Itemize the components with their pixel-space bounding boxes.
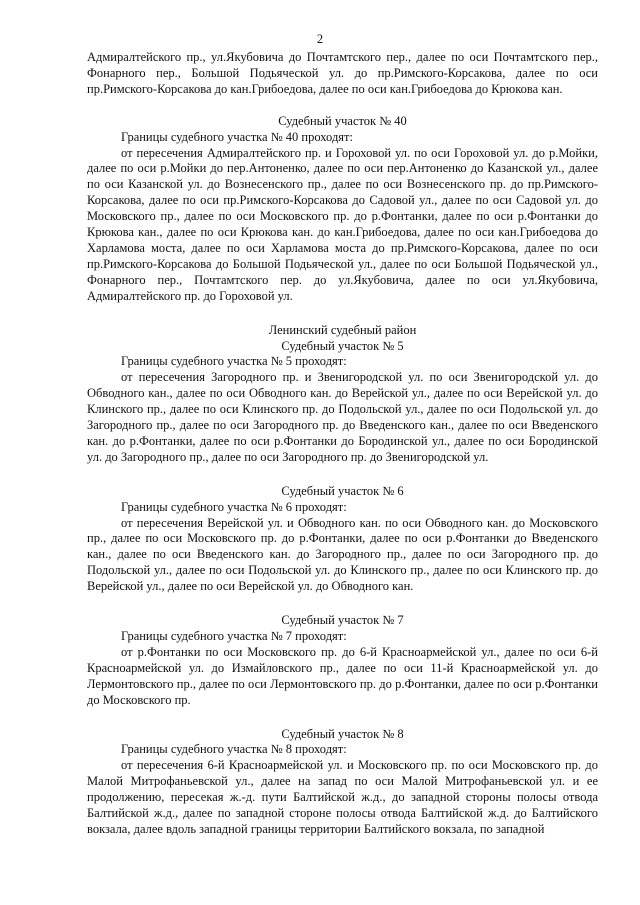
section-intro: Границы судебного участка № 8 проходят: [121, 742, 347, 757]
section-heading: Судебный участок № 7 [281, 613, 404, 628]
section-body: от пересечения Адмиралтейского пр. и Гороховой ул. по оси Гороховой ул. до р.Мойки, далее по оси р.Мойки до пер.Антоненко, далее по оси пер.Антоненко до Казанской ул., далее по оси Казанской ул. до Вознесенского пр., далее по оси Вознесенского пр. до пр.Римского-Корсакова, далее по оси пр.Римского-Корсакова до Садовой ул., далее по оси Садовой ул. до Московского пр., далее по оси Московского пр. до р.Фонтанки, далее по оси р.Фонтанки до Крюкова кан., далее по оси Крюкова кан. до кан.Грибоедова, далее по оси кан.Грибоедова до Харламова моста, далее по оси Харламова моста до пр.Римского-Корсакова, далее по оси пр.Римского-Корсакова до Большой Подьяческой ул., далее по оси Большой Подьяческой ул., Фонарного пер., Почтамтского пер. до ул.Якубовича, далее по оси ул.Якубовича, Адмиралтейского пр. до Гороховой ул. [87, 145, 598, 303]
section-intro: Границы судебного участка № 40 проходят: [121, 129, 353, 144]
section-body: от р.Фонтанки по оси Московского пр. до 6-й Красноармейской ул., далее по оси 6-й Красноармейской ул. до Измайловского пр., далее по оси 11-й Красноармейской ул. до Лермонтовского пр., далее по оси Лермонтовского пр. до р.Фонтанки, далее по оси р.Фонтанки до Московского пр. [87, 644, 598, 707]
section-intro: Границы судебного участка № 5 проходят: [121, 354, 347, 369]
section-body: от пересечения 6-й Красноармейской ул. и Московского пр. по оси Московского пр. до Малой Митрофаньевской ул., далее на запад по оси Малой Митрофаньевской ул. и ее продолжению, пересекая ж.-д. пути Балтийской ж.д., до западной стороны полосы отвода Балтийской ж.д., далее по западной стороне полосы отвода Балтийской ж.д. до Балтийского вокзала, далее вдоль западной границы территории Балтийского вокзала, по западной [87, 758, 598, 836]
section-body: от пересечения Верейской ул. и Обводного кан. по оси Обводного кан. до Московского пр., далее по оси Московского пр. до р.Фонтанки, далее по оси р.Фонтанки до Введенского кан., далее по оси Введенского кан. до Загородного пр., далее по оси Загородного пр. до Подольской ул., далее по оси Подольской ул. до Клинского пр., далее по оси Клинского пр. до Верейской ул., далее по оси Верейской ул. до Обводного кан. [87, 515, 598, 594]
section-body: от пересечения Загородного пр. и Звенигородской ул. по оси Звенигородской ул. до Обводного кан., далее по оси Обводного кан. до Верейской ул., далее по оси Верейской ул. до Клинского пр., далее по оси Клинского пр. до Подольской ул., далее по оси Подольской ул. до Загородного пр., далее по оси Загородного пр. до Введенского кан., далее по оси Введенского кан. до р.Фонтанки, далее по оси р.Фонтанки до Бородинской ул., далее по оси Бородинской ул. до Загородного пр., далее по оси Загородного пр. до Звенигородской ул. [87, 370, 598, 464]
section-heading: Судебный участок № 5 [281, 338, 404, 353]
section-7 [87, 613, 598, 708]
section-heading: Судебный участок № 40 [278, 113, 407, 128]
section-6 [87, 484, 598, 595]
opening-paragraph: Адмиралтейского пр., ул.Якубовича до Почтамтского пер., далее по оси Почтамтского пер., Фонарного пер., Большой Подьяческой ул. до пр.Римского-Корсакова, далее по оси пр.Римского-Корсакова до кан.Грибоедова, далее по оси кан.Грибоедова до Крюкова кан. [87, 50, 598, 96]
section-5 [87, 339, 598, 466]
section-40 [87, 114, 598, 305]
document-body [87, 50, 598, 838]
section-8 [87, 727, 598, 838]
district-title: Ленинский судебный район [268, 322, 417, 337]
section-heading: Судебный участок № 8 [281, 726, 404, 741]
page-number: 2 [316, 32, 324, 46]
section-heading: Судебный участок № 6 [281, 483, 404, 498]
section-intro: Границы судебного участка № 6 проходят: [121, 499, 347, 514]
section-intro: Границы судебного участка № 7 проходят: [121, 629, 347, 643]
